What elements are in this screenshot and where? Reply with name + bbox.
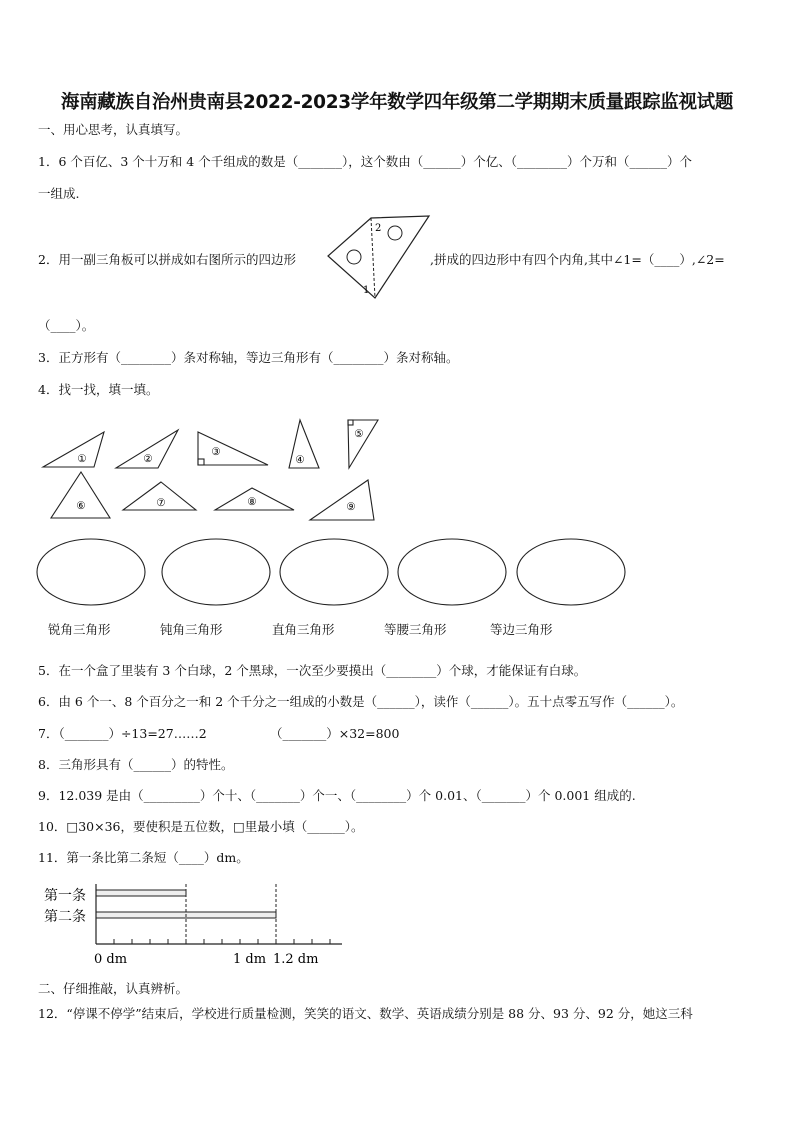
oval-label-acute: 锐角三角形: [48, 622, 111, 637]
angle-1-label: 1: [363, 285, 370, 296]
triangle-7-label: ⑦: [156, 497, 166, 509]
triangle-2-label: ②: [143, 453, 153, 465]
question-1-line-2: 一组成.: [38, 186, 80, 201]
question-7-b: （_______）×32=800: [270, 726, 400, 741]
oval-label-right: 直角三角形: [272, 622, 335, 637]
tick-label-1-2: 1.2 dm: [273, 952, 319, 967]
oval-label-obtuse: 钝角三角形: [160, 622, 223, 637]
question-9: 9．12.039 是由（_________）个十、（_______）个一、（________）个 0.01、（_______）个 0.001 组成的.: [38, 788, 636, 803]
oval-isosceles: [398, 539, 506, 605]
section-1-heading: 一、用心思考，认真填写。: [38, 122, 189, 137]
question-2-text-c: （____）。: [38, 318, 95, 333]
length-bars-figure: [40, 884, 350, 970]
oval-label-equilateral: 等边三角形: [490, 622, 553, 637]
oval-right: [280, 539, 388, 605]
triangle-9: [310, 480, 374, 520]
question-6: 6．由 6 个一、8 个百分之一和 2 个千分之一组成的小数是（______），读作（______）。五十点零五写作（______）。: [38, 694, 684, 709]
question-1-line-1: 1．6 个百亿、3 个十万和 4 个千组成的数是（_______），这个数由（______）个亿、（________）个万和（______）个: [38, 154, 692, 169]
question-8: 8．三角形具有（______）的特性。: [38, 757, 234, 772]
oval-obtuse: [162, 539, 270, 605]
bar-2-label: 第二条: [44, 909, 86, 925]
triangle-1: [43, 432, 104, 467]
triangle-6-label: ⑥: [76, 500, 86, 512]
tick-label-0: 0 dm: [94, 952, 128, 967]
bar-1: [96, 890, 186, 896]
question-11: 11．第一条比第二条短（____）dm。: [38, 850, 249, 865]
oval-acute: [37, 539, 145, 605]
quadrilateral-figure: [318, 210, 436, 306]
bar-1-label: 第一条: [44, 888, 86, 904]
question-12: 12．“停课不停学”结束后，学校进行质量检测，笑笑的语文、数学、英语成绩分别是 88 分、93 分、92 分，她这三科: [38, 1006, 693, 1021]
scale-ticks: [96, 939, 330, 944]
triangle-1-label: ①: [77, 453, 87, 465]
triangle-8-label: ⑧: [247, 496, 257, 508]
triangle-4-label: ④: [295, 454, 305, 466]
oval-label-isosceles: 等腰三角形: [384, 622, 447, 637]
right-angle-mark-3: [198, 459, 204, 465]
section-2-heading: 二、仔细推敲，认真辨析。: [38, 981, 189, 996]
question-3: 3．正方形有（________）条对称轴，等边三角形有（________）条对称轴。: [38, 350, 459, 365]
question-10: 10．□30×36，要使积是五位数，□里最小填（______）。: [38, 819, 364, 834]
page-title: 海南藏族自治州贵南县2022-2023学年数学四年级第二学期期末质量跟踪监视试题: [60, 92, 734, 113]
tick-label-1: 1 dm: [233, 952, 267, 967]
triangles-figure: [38, 412, 398, 524]
question-4: 4．找一找，填一填。: [38, 382, 159, 397]
question-2-text-b: ,拼成的四边形中有四个内角,其中∠1=（____）,∠2=: [430, 252, 725, 267]
question-2-text-a: 2．用一副三角板可以拼成如右图所示的四边形: [38, 252, 296, 267]
right-angle-mark-5: [348, 420, 353, 425]
triangle-5-label: ⑤: [354, 428, 364, 440]
oval-equilateral: [517, 539, 625, 605]
classification-ovals: [36, 537, 636, 609]
angle-2-label: 2: [375, 223, 382, 234]
question-5: 5．在一个盒了里装有 3 个白球，2 个黑球，一次至少要摸出（________）个球，才能保证有白球。: [38, 663, 587, 678]
triangle-9-label: ⑨: [346, 501, 356, 513]
question-7-a: 7．（_______）÷13=27……2: [38, 726, 207, 741]
triangle-3: [198, 432, 268, 465]
triangle-3-label: ③: [211, 446, 221, 458]
